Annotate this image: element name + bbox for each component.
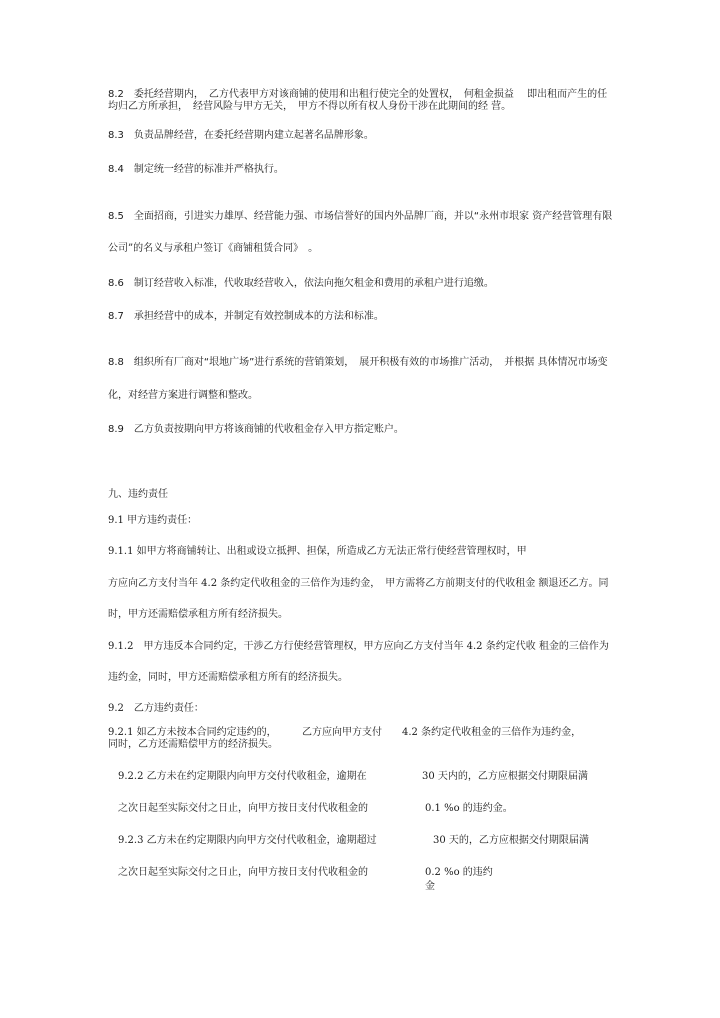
clause-8-9: 8.9 乙方负责按期向甲方将该商铺的代收租金存入甲方指定账户。 [108, 424, 404, 435]
clause-9-1-1-line1: 9.1.1 如甲方将商铺转让、出租或设立抵押、担保，所造成乙方无法正常行使经营管理权时，甲 [108, 546, 527, 557]
clause-8-2-line2: 均归乙方所承担， 经营风险与甲方无关， 甲方不得以所有权人身份干涉在此期间的经 营。 [108, 101, 512, 112]
clause-9-1-1-line3: 时，甲方还需赔偿承租方所有经济损失。 [108, 609, 288, 620]
clause-8-3: 8.3 负责品牌经营，在委托经营期内建立起著名品牌形象。 [108, 130, 374, 141]
clause-9-2-2-part1: 9.2.2 乙方未在约定期限内向甲方交付代收租金，逾期在 [118, 771, 367, 782]
clause-9-2-2-line2-part1: 之次日起至实际交付之日止，向甲方按日支付代收租金的 [118, 803, 368, 814]
clause-9-1-2-line2: 违约金，同时，甲方还需赔偿承租方所有的经济损失。 [108, 672, 348, 683]
clause-9-2-1-part1: 9.2.1 如乙方未按本合同约定违约的， [108, 727, 277, 738]
clause-9-2-3-line2-part2: 0.2 %o 的违约 [425, 867, 493, 878]
clause-9-2-1-part3: 4.2 条约定代收租金的三倍作为违约金， [402, 727, 582, 738]
clause-8-2-line1: 8.2 委托经营期内， 乙方代表甲方对该商铺的使用和出租行使完全的处置权， 何租金损益 即出租而产生的任 [108, 89, 608, 100]
clause-9-2-3-part1: 9.2.3 乙方未在约定期限内向甲方交付代收租金，逾期超过 [118, 835, 377, 846]
clause-9-2-2-line2-part2: 0.1 %o 的违约金。 [425, 803, 513, 814]
clause-9-2-1-part2: 乙方应向甲方支付 [302, 727, 382, 738]
clause-8-7: 8.7 承担经营中的成本，并制定有效控制成本的方法和标准。 [108, 311, 384, 322]
section-9-heading: 九、违约责任 [108, 489, 168, 500]
clause-9-1-1-line2: 方应向乙方支付当年 4.2 条约定代收租金的三倍作为违约金， 甲方需将乙方前期支付的代收租金 额退还乙方。同 [108, 578, 609, 589]
clause-9-2-3-line2-part1: 之次日起至实际交付之日止，向甲方按日支付代收租金的 [118, 867, 368, 878]
clause-9-2-3-part2: 30 天的，乙方应根据交付期限届满 [433, 835, 589, 846]
clause-8-5-line1: 8.5 全面招商，引进实力雄厚、经营能力强、市场信誉好的国内外品牌厂商，并以“永州市垠家 资产经营管理有限 [108, 211, 613, 222]
clause-8-4: 8.4 制定统一经营的标准并严格执行。 [108, 164, 284, 175]
clause-8-6: 8.6 制订经营收入标准，代收取经营收入，依法向拖欠租金和费用的承租户进行追缴。 [108, 278, 494, 289]
clause-9-2-2-part2: 30 天内的，乙方应根据交付期限届满 [422, 771, 588, 782]
clause-9-2: 9.2 乙方违约责任： [108, 703, 204, 714]
clause-9-1: 9.1 甲方违约责任： [108, 515, 198, 526]
clause-8-8-line2: 化，对经营方案进行调整和整改。 [108, 390, 258, 401]
clause-9-2-1-line2: 同时，乙方还需赔偿甲方的经济损失。 [108, 739, 278, 750]
clause-8-8-line1: 8.8 组织所有厂商对“垠地广场”进行系统的营销策划， 展开积极有效的市场推广活动， 并根据 具体情况市场变 [108, 357, 608, 368]
clause-9-1-2-line1: 9.1.2 甲方违反本合同约定，干涉乙方行使经营管理权，甲方应向乙方支付当年 4.2 条约定代收 租金的三倍作为 [108, 641, 609, 652]
clause-8-5-line2: 公司”的名义与承租户签订《商铺租赁合同》 。 [108, 243, 319, 254]
clause-9-2-3-line3: 金 [425, 881, 435, 892]
